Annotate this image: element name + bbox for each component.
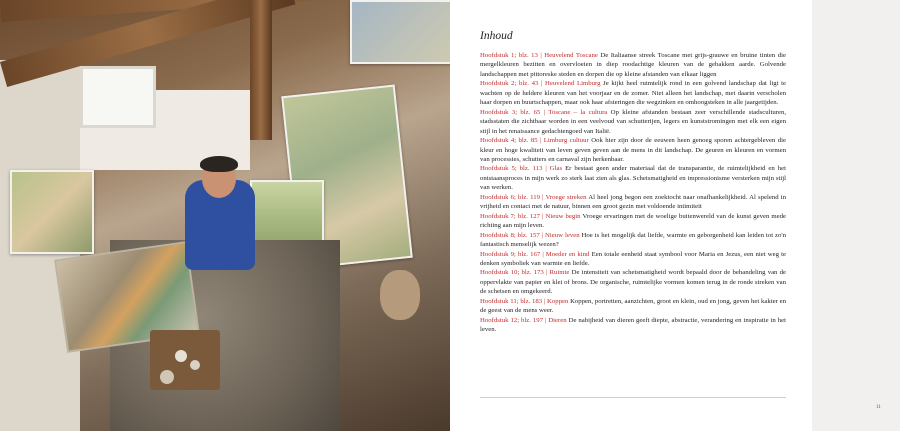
toc-entry — [480, 51, 786, 79]
toc-entry — [480, 268, 786, 296]
chapter-summary: Koppen, portretten, aanzichten, groot en klein, oud en jong, geven het kakter en de geest van de mens weer. — [480, 297, 786, 315]
toc-entry — [480, 297, 786, 316]
chapter-summary: Op kleine afstanden bestaan zeer verschillende stadsculturen, stadsstaten die zichtbaar worden in een veelvoud van schutterijen, legers en kunststromingen met elk een eigen stijl in het renaissance gedachtengoed van Italië. — [480, 108, 787, 135]
chapter-summary: De intensiteit van schetsmatigheid wordt bepaald door de behandeling van de oppervlakte van papier en klei of brons. De organische, ruimtelijke vormen komen terug in de ronde streken van de schetsen en omgekeerd. — [480, 269, 787, 296]
chapter-heading[interactable]: Hoofdstuk 4; blz. 85 | Limburg cultuur — [480, 137, 589, 145]
chapter-summary: De Italiaanse streek Toscane met grijs-grauwe en bruine tinten die mergelkleuren bezitten en overvloeien in diep roodachtige kleuren van de gebakken aarde. Golvende landschappen met pittoreske steden en dorpen die op kleine afstanden van elkaar liggen — [480, 52, 787, 78]
chapter-heading[interactable]: Hoofdstuk 12; blz. 197 | Dieren — [480, 316, 567, 324]
chapter-heading[interactable]: Hoofdstuk 5; blz. 113 | Glas — [480, 165, 563, 173]
toc-entry — [480, 108, 786, 136]
chapter-summary: Ook hier zijn door de eeuwen heen genoeg sporen achtergebleven die kleur en hoge kwaliteit van leven geven geven aan de mens in dit landschap. De geuren en kleuren en vormen van processies, schutters en carnaval zijn herkenbaar. — [480, 137, 787, 163]
chapter-summary: De nabijheid van dieren geeft diepte, abstractie, verandering en inspiratie in het leven. — [480, 316, 786, 334]
toc-entry — [480, 316, 786, 335]
page-gutter — [812, 0, 900, 431]
toc-entry — [480, 79, 786, 107]
chapter-heading[interactable]: Hoofdstuk 9; blz. 167 | Moeder en kind — [480, 250, 590, 258]
chapter-heading[interactable]: Hoofdstuk 11; blz. 183 | Koppen — [480, 297, 569, 305]
page-title: Inhoud — [480, 30, 513, 42]
toc-entry — [480, 231, 786, 250]
chapter-heading[interactable]: Hoofdstuk 7; blz. 127 | Nieuw begin — [480, 212, 581, 220]
chapter-summary: Al heel jong begon een zoektocht naar onafhankelijkheid. Al spelend in vrijheid en contact met de natuur, binnen een groot gezin met voldoende intimiteit — [480, 193, 786, 211]
chapter-heading[interactable]: Hoofdstuk 1; blz. 13 | Heuvelend Toscane — [480, 52, 598, 59]
studio-window — [80, 66, 156, 128]
chapter-heading[interactable]: Hoofdstuk 10; blz. 173 | Ruimte — [480, 269, 570, 277]
contents-page — [450, 0, 812, 431]
chapter-heading[interactable]: Hoofdstuk 2; blz. 43 | Heuvelend Limburg — [480, 80, 601, 88]
chapter-summary: Hoe is het mogelijk dat liefde, warmte en geborgenheid kan leiden tot zo'n fantastisch menselijk wezen? — [480, 231, 786, 249]
chapter-summary: Er bestaat geen ander materiaal dat de transparantie, de ruimtelijkheid en het ontstaansproces in mijn werk zo sterk laat zien als glas. Schetsmatigheid en impressionisme versterken mijn stijl van werken. — [480, 165, 786, 192]
chapter-summary: Je kijkt heel ruimtelijk rond in een golvend landschap dat ligt te wachten op de heldere kleuren van het voorjaar en de zomer. Niet alleen het landschap, met daarin verscholen haar dorpen en buurtschappen, maar ook haar afsteringen die wegzinken en omhoogsteken in alle jaargetijden. — [480, 80, 786, 107]
painting — [350, 0, 450, 64]
painting — [10, 170, 94, 254]
chapter-summary: Een totale eenheid staat symbool voor Maria en Jezus, een niet weg te denken symboliek van warmte en liefde. — [480, 250, 787, 267]
chapter-summary: Vroege ervaringen met de woelige buitenwereld van de kunst geven mede richting aan mijn leven. — [480, 212, 786, 230]
chapter-heading[interactable]: Hoofdstuk 3; blz. 65 | Toscane – la cultura — [480, 108, 608, 116]
footer-divider — [480, 397, 786, 398]
page-number: 11 — [876, 405, 881, 410]
toc-entry — [480, 250, 786, 269]
toc-entry — [480, 164, 786, 192]
toc-entry — [480, 193, 786, 212]
chapter-heading[interactable]: Hoofdstuk 6; blz. 119 | Vroege streken — [480, 193, 587, 201]
toc-entry — [480, 136, 786, 164]
table-of-contents — [480, 51, 786, 335]
chapter-heading[interactable]: Hoofdstuk 8; blz. 157 | Nieuw leven — [480, 231, 580, 239]
toc-entry — [480, 212, 786, 231]
